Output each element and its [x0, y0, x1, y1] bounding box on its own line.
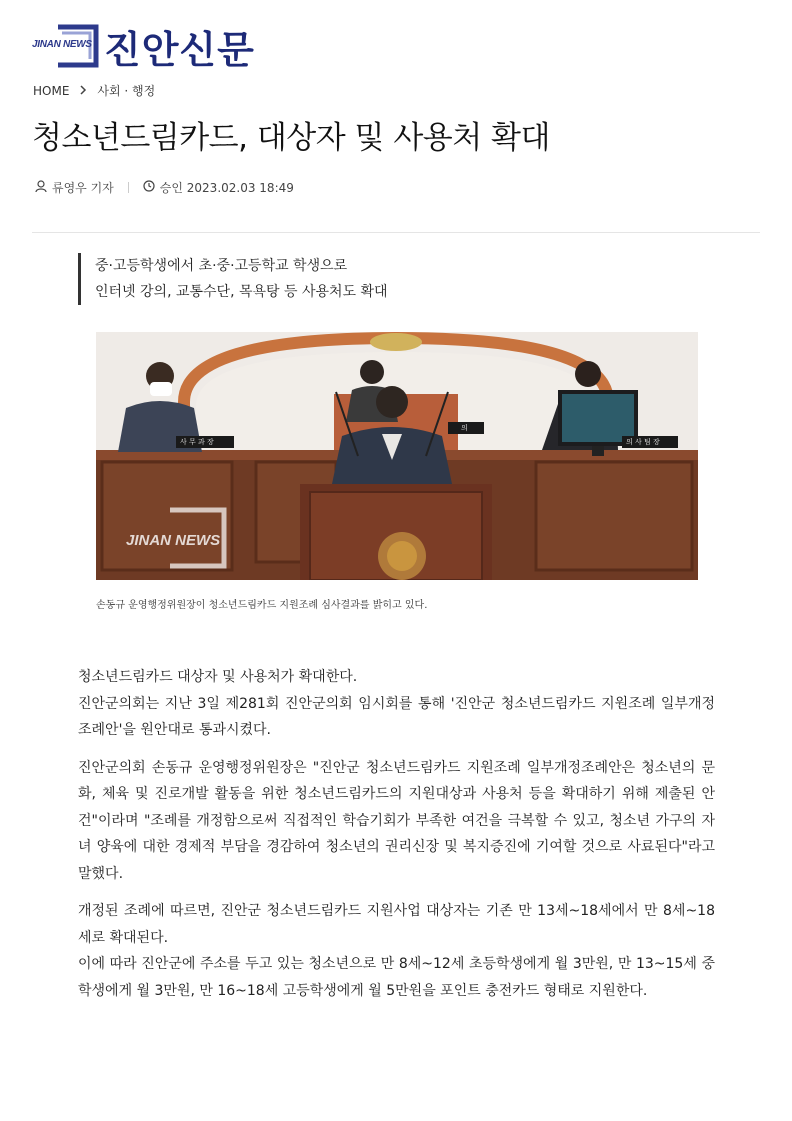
logo-mark-text: JINAN NEWS	[32, 39, 92, 50]
user-icon	[35, 180, 52, 196]
subtitle-line: 인터넷 강의, 교통수단, 목욕탕 등 사용처도 확대	[95, 284, 388, 300]
article-photo[interactable]	[96, 332, 698, 580]
breadcrumb-section[interactable]: 사회 · 행정	[97, 84, 156, 98]
byline-divider	[128, 182, 129, 193]
header-divider	[32, 232, 760, 233]
article-byline	[35, 179, 294, 196]
site-name: 진안신문	[104, 27, 255, 72]
photo-caption: 손동규 운영행정위원장이 청소년드림카드 지원조례 심사결과를 밝히고 있다.	[96, 600, 428, 611]
article-title: 청소년드림카드, 대상자 및 사용처 확대	[32, 120, 550, 156]
photo-nameplate-left: 사 무 과 장	[180, 438, 214, 446]
breadcrumb-home[interactable]: HOME	[33, 83, 70, 98]
article-paragraph: 진안군의회 손동규 운영행정위원장은 "진안군 청소년드림카드 지원조례 일부개정조례안은 청소년의 문화, 체육 및 진로개발 활동을 위한 청소년드림카드의 지원대상과 사용처 등을 확대하기 위해 제출된 안건"이라며 "조례를 개정함으로써 직접적인 학습기회가 부족한 여건을 극복할 수 있고, 청소년 가구의 자녀 양육에 대한 경제적 부담을 경감하여 청소년의 권리신장 및 복지증진에 기여할 것으로 사료된다"라고 말했다.	[78, 759, 715, 882]
site-logo[interactable]	[32, 22, 255, 70]
article-author[interactable]: 류영우 기자	[52, 181, 114, 195]
article-subtitle	[78, 253, 388, 305]
logo-mark-icon	[32, 23, 100, 69]
article-approved-date: 승인 2023.02.03 18:49	[159, 181, 294, 195]
subtitle-line: 중·고등학생에서 초·중·고등학교 학생으로	[95, 258, 348, 274]
article-paragraph: 청소년드림카드 대상자 및 사용처가 확대한다. 진안군의회는 지난 3일 제281회 진안군의회 임시회를 통해 '진안군 청소년드림카드 지원조례 일부개정조례안'을 원안대로 통과시켰다.	[78, 669, 715, 738]
photo-nameplate-right: 의 사 팀 장	[626, 438, 660, 446]
article-paragraph: 개정된 조례에 따르면, 진안군 청소년드림카드 지원사업 대상자는 기존 만 13세~18세에서 만 8세~18세로 확대된다. 이에 따라 진안군에 주소를 두고 있는 청소년으로 만 8세~12세 초등학생에게 월 3만원, 만 13~15세 중학생에게 월 3만원, 만 16~18세 고등학생에게 월 5만원을 포인트 충전카드 형태로 지원한다.	[78, 903, 715, 999]
photo-watermark: JINAN NEWS	[126, 532, 221, 549]
photo-nameplate-center: 의	[461, 424, 468, 432]
article-body	[78, 664, 715, 1015]
chevron-right-icon	[79, 83, 87, 99]
clock-icon	[143, 180, 160, 195]
breadcrumb	[33, 82, 155, 99]
